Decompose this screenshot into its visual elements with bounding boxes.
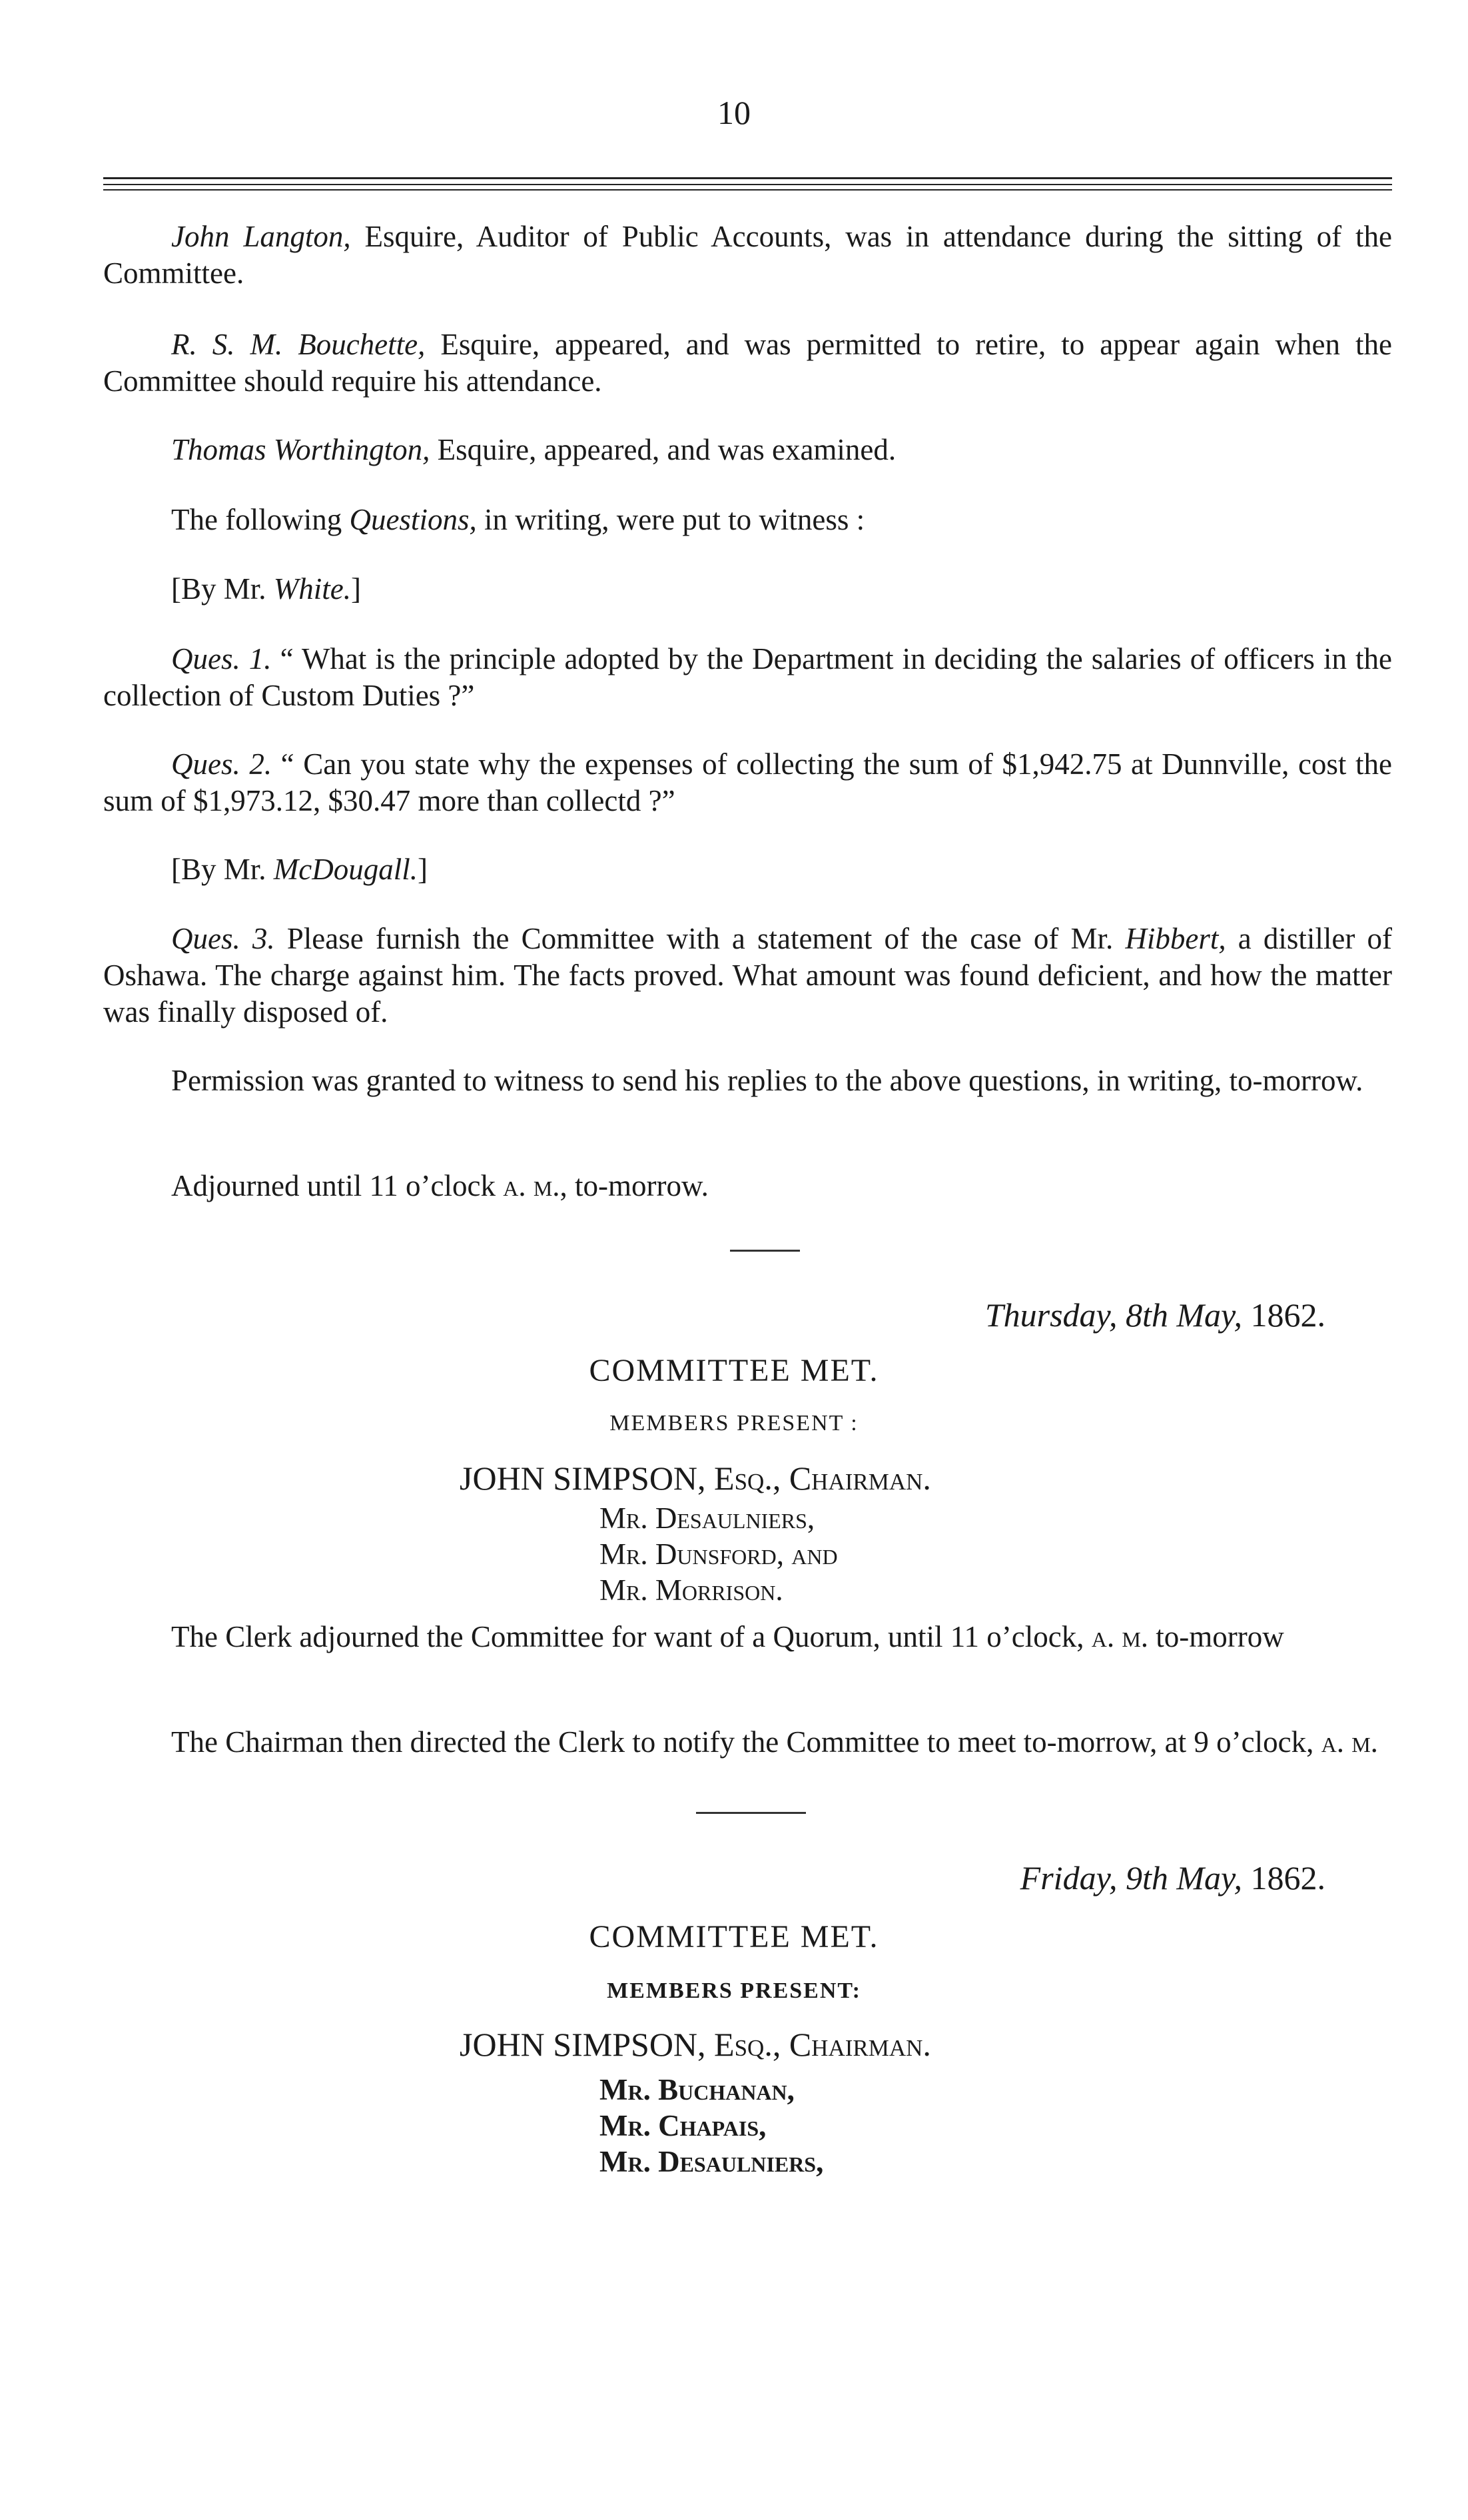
header-rule-top: [103, 177, 1392, 179]
members-present-heading: MEMBERS PRESENT:: [607, 1978, 861, 2003]
member-name: Mr. Dunsford, and: [599, 1537, 838, 1571]
paragraph-text: Esquire, appeared, and was examined.: [430, 433, 897, 466]
section-divider: [696, 1812, 806, 1814]
question-label: Ques. 1.: [171, 642, 272, 675]
member-name: Mr. Morrison.: [599, 1573, 783, 1607]
witness-name: Thomas Worthington,: [171, 433, 430, 466]
page-number: 10: [717, 94, 751, 131]
question-text: “ Can you state why the expenses of collecting the sum of $1,942.75 at Dunnville, cost the sum of $1,973.12, $30.47 more than collectd ?”: [103, 747, 1392, 817]
paragraph-chairman-directed: The Chairman then directed the Clerk to notify the Committee to meet to-morrow, at 9 o’clock, a. m.: [171, 1725, 1378, 1759]
header-rule-middle: [103, 184, 1392, 185]
paragraph-langton: [103, 218, 1392, 292]
header-rule-bottom: [103, 189, 1392, 191]
meeting-date-friday: Friday, 9th May, 1862.: [1020, 1859, 1325, 1896]
question-1: [103, 641, 1392, 714]
by-mr-white: [By Mr. White.]: [171, 572, 361, 606]
by-mr-mcdougall: [By Mr. McDougall.]: [171, 853, 428, 886]
question-3: Ques. 3. Please furnish the Committee with a statement of the case of Mr. Hibbert, a distiller of Oshawa. The charge against him. The facts proved. What amount was found deficient, and how the matter was finally disposed of.: [103, 922, 1392, 1029]
member-name: Mr. Chapais,: [599, 2109, 767, 2142]
paragraph-text: Esquire, appeared, and was permitted to retire, to appear again when the Committee should require his attendance.: [103, 328, 1393, 398]
paragraph-bouchette: [103, 326, 1392, 400]
member-list: [599, 1500, 838, 1608]
member-list: [599, 2072, 823, 2180]
question-label: Ques. 3.: [171, 922, 275, 955]
chairman-line: JOHN SIMPSON, Esq., Chairman.: [460, 1460, 931, 1497]
member-name: Mr. Desaulniers,: [599, 2145, 824, 2178]
witness-name: John Langton,: [171, 220, 351, 253]
section-divider: [730, 1250, 800, 1252]
paragraph-clerk-adjourned: The Clerk adjourned the Committee for want of a Quorum, until 11 o’clock, a. m. to-morrow: [171, 1620, 1284, 1653]
question-text: “ What is the principle adopted by the Department in deciding the salaries of officers in the collection of Custom Duties ?”: [103, 642, 1393, 712]
paragraph-permission: Permission was granted to witness to send his replies to the above questions, in writing, to-morrow.: [171, 1064, 1363, 1097]
paragraph-text: Esquire, Auditor of Public Accounts, was in attendance during the sitting of the Committee.: [103, 220, 1393, 290]
paragraph-adjourned: Adjourned until 11 o’clock a. m., to-morrow.: [171, 1169, 709, 1202]
meeting-date-thursday: Thursday, 8th May, 1862.: [984, 1296, 1325, 1334]
committee-met-heading: COMMITTEE MET.: [589, 1919, 879, 1954]
question-label: Ques. 2.: [171, 747, 272, 781]
member-name: Mr. Desaulniers,: [599, 1501, 815, 1535]
paragraph-worthington: [103, 432, 1392, 468]
question-2: [103, 746, 1392, 819]
paragraph-questions-intro: The following Questions, in writing, were put to witness :: [171, 503, 865, 536]
committee-met-heading: COMMITTEE MET.: [589, 1353, 879, 1388]
members-present-heading: MEMBERS PRESENT :: [609, 1411, 859, 1436]
chairman-line: JOHN SIMPSON, Esq., Chairman.: [460, 2026, 931, 2063]
member-name: Mr. Buchanan,: [599, 2073, 795, 2106]
witness-name: R. S. M. Bouchette,: [171, 328, 426, 361]
